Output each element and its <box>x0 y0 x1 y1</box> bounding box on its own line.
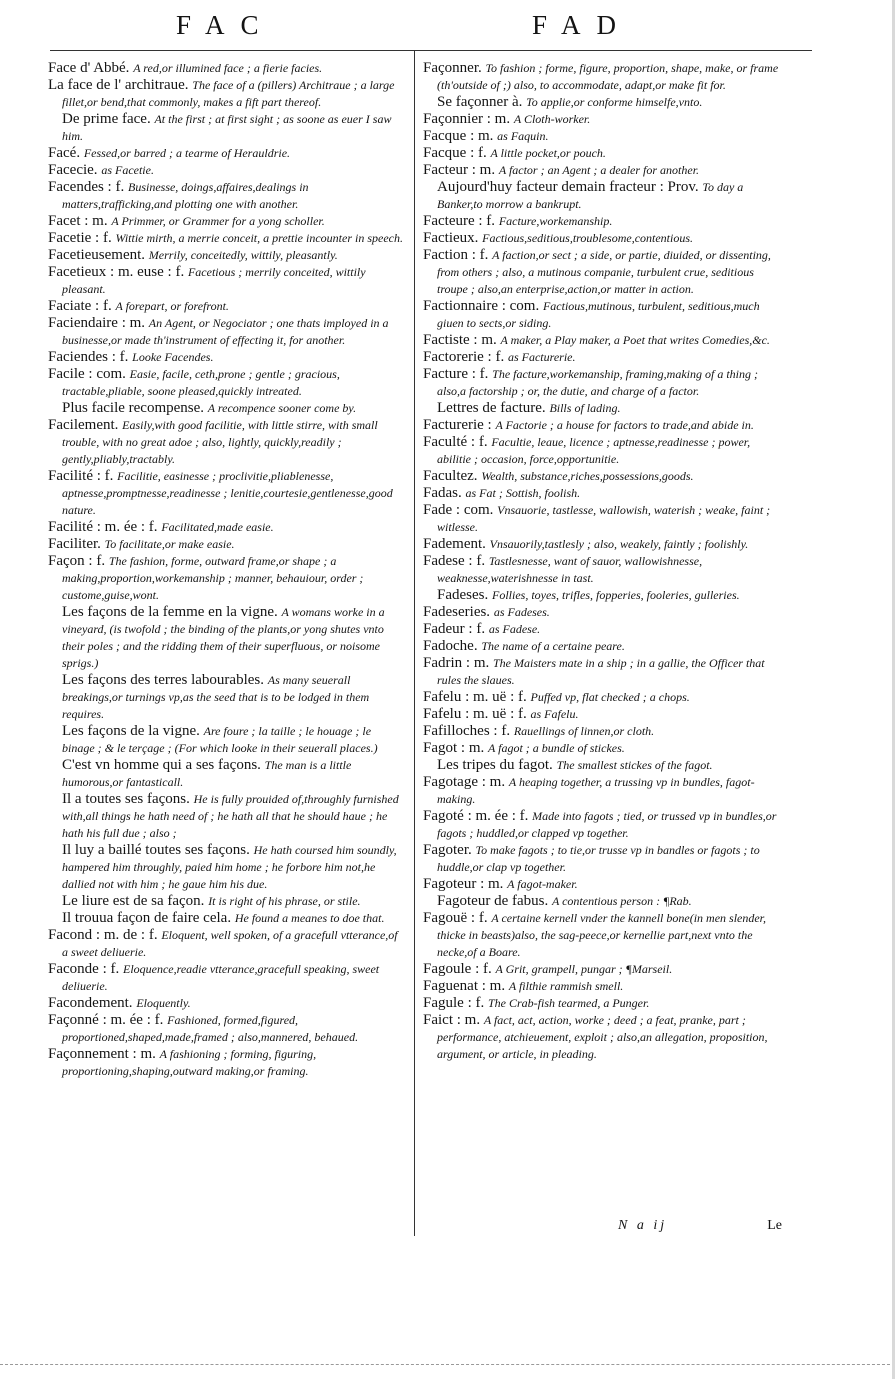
entry-gloss: As many seuerall breakings,or turnings vp,as the seed that is to be lodged in them requires. <box>62 673 370 721</box>
entry-gloss: as Fadese. <box>488 622 541 636</box>
entry-headword: Lettres de facture. <box>437 400 550 416</box>
entry-gloss: Fessed,or barred ; a tearme of Herauldrie. <box>83 146 291 160</box>
entry-headword: Les façons des terres labourables. <box>62 672 268 688</box>
entry-gloss: A contentious person : ¶Rab. <box>551 894 692 908</box>
entry-gloss: To facilitate,or make easie. <box>104 537 235 551</box>
catchword: Le <box>767 1218 782 1233</box>
dictionary-entry <box>423 366 784 400</box>
entry-gloss: Vnsauorie, tastlesse, wallowish, waterish ; weake, faint ; witlesse. <box>437 503 771 534</box>
dictionary-entry <box>423 145 784 162</box>
dictionary-entry <box>48 791 406 842</box>
dictionary-entry <box>48 927 406 961</box>
entry-headword: Facendes : f. <box>48 179 128 195</box>
entry-gloss: as Fadeses. <box>493 605 550 619</box>
dictionary-entry <box>423 247 784 298</box>
running-head-right: FAD <box>532 10 633 40</box>
entry-gloss: To fashion ; forme, figure, proportion, shape, make, or frame (th'outside of ;) also, to accommodate, adapt,or make fit for. <box>437 61 779 92</box>
dictionary-entry <box>48 400 406 417</box>
entry-gloss: Made into fagots ; tied, or trussed vp in bundles,or fagots ; huddled,or clapped vp together. <box>437 809 777 840</box>
entry-headword: Facilement. <box>48 417 123 433</box>
entry-gloss: To applie,or conforme himselfe,vnto. <box>526 95 703 109</box>
dictionary-entry <box>423 485 784 502</box>
dictionary-entry <box>423 774 784 808</box>
page-footer <box>423 1218 784 1238</box>
entry-headword: Fagot : m. <box>423 740 489 756</box>
dictionary-entry <box>423 706 784 723</box>
entry-gloss: Merrily, conceitedly, wittily, pleasantly. <box>148 248 338 262</box>
entry-headword: Face d' Abbé. <box>48 60 134 76</box>
entry-headword: Le liure est de sa façon. <box>62 893 209 909</box>
entry-gloss: Businesse, doings,affaires,dealings in matters,trafficking,and plotting one with another. <box>62 180 309 211</box>
entry-headword: Faction : f. <box>423 247 493 263</box>
running-head-left: FAC <box>176 10 275 40</box>
entry-headword: Facile : com. <box>48 366 130 382</box>
dictionary-entry <box>48 910 406 927</box>
entry-gloss: Facilitated,made easie. <box>161 520 274 534</box>
entry-gloss: as Fafelu. <box>530 707 579 721</box>
dictionary-entry <box>423 961 784 978</box>
dictionary-entry <box>423 434 784 468</box>
entry-headword: Facture : f. <box>423 366 493 382</box>
entry-headword: Facecie. <box>48 162 102 178</box>
entry-headword: Fagule : f. <box>423 995 488 1011</box>
entry-gloss: Eloquence,readie vtterance,gracefull speaking, sweet deliuerie. <box>62 962 380 993</box>
entry-gloss: A Grit, grampell, pungar ; ¶Marseil. <box>495 962 673 976</box>
entry-gloss: An Agent, or Negociator ; one thats imployed in a businesse,or made th'instrument of effecting it, for another. <box>62 316 389 347</box>
entry-gloss: A little pocket,or pouch. <box>490 146 606 160</box>
entry-gloss: A fashioning ; forming, figuring, proportioning,shaping,outward making,or framing. <box>62 1047 317 1078</box>
entry-gloss: To make fagots ; to tie,or trusse vp in bandles or fagots ; to huddle,or clap vp together. <box>437 843 760 874</box>
entry-headword: Fadement. <box>423 536 490 552</box>
entry-gloss: Factious,mutinous, turbulent, seditious,much giuen to sects,or siding. <box>437 299 760 330</box>
entry-headword: Faciate : f. <box>48 298 116 314</box>
entry-headword: Faciliter. <box>48 536 105 552</box>
dictionary-entry <box>423 842 784 876</box>
dictionary-entry <box>423 587 784 604</box>
entry-headword: De prime face. <box>62 111 155 127</box>
dictionary-entry <box>48 995 406 1012</box>
dictionary-entry <box>423 876 784 893</box>
dictionary-entry <box>423 230 784 247</box>
dictionary-entry <box>48 60 406 77</box>
scan-edge-line <box>0 1364 895 1365</box>
entry-gloss: Rauellings of linnen,or cloth. <box>513 724 655 738</box>
dictionary-entry <box>423 621 784 638</box>
entry-headword: Facque : m. <box>423 128 498 144</box>
dictionary-entry <box>423 502 784 536</box>
entry-gloss: Are foure ; la taille ; le houage ; le binage ; & le terçage ; (For which looke in their seuerall places.) <box>62 724 378 755</box>
entry-gloss: Fashioned, formed,figured, proportioned,shaped,made,framed ; also,mannered, behaued. <box>62 1013 359 1044</box>
dictionary-entry <box>48 315 406 349</box>
entry-gloss: as Facturerie. <box>507 350 576 364</box>
entry-headword: Factionnaire : com. <box>423 298 543 314</box>
entry-headword: Fagotage : m. <box>423 774 509 790</box>
entry-gloss: Wittie mirth, a merrie conceit, a prettie incounter in speech. <box>115 231 403 245</box>
entry-headword: Faict : m. <box>423 1012 484 1028</box>
dictionary-entry <box>48 349 406 366</box>
entry-headword: Fagouë : f. <box>423 910 492 926</box>
entry-headword: Facetieux : m. euse : f. <box>48 264 188 280</box>
entry-headword: Plus facile recompense. <box>62 400 208 416</box>
entry-headword: Aujourd'huy facteur demain fracteur : Prov. <box>437 179 703 195</box>
entry-gloss: The Crab-fish tearmed, a Punger. <box>488 996 650 1010</box>
dictionary-entry <box>423 638 784 655</box>
entry-gloss: A forepart, or forefront. <box>115 299 229 313</box>
entry-headword: Fafelu : m. uë : f. <box>423 689 531 705</box>
dictionary-entry <box>48 111 406 145</box>
entry-gloss: Easie, facile, ceth,prone ; gentle ; gracious, tractable,pliable, soone pleased,quickly intreated. <box>62 367 340 398</box>
entry-headword: Fagoteur : m. <box>423 876 508 892</box>
entry-headword: Façonné : m. ée : f. <box>48 1012 168 1028</box>
dictionary-entry <box>48 519 406 536</box>
dictionary-entry <box>48 757 406 791</box>
entry-gloss: The Maisters mate in a ship ; in a gallie, the Officer that rules the slaues. <box>437 656 765 687</box>
left-column <box>48 60 406 1080</box>
dictionary-entry <box>48 145 406 162</box>
dictionary-entry <box>48 77 406 111</box>
dictionary-entry <box>423 332 784 349</box>
dictionary-entry <box>423 757 784 774</box>
entry-gloss: Eloquent, well spoken, of a gracefull vtterance,of a sweet deliuerie. <box>62 928 398 959</box>
entry-headword: Fafilloches : f. <box>423 723 514 739</box>
entry-headword: Les tripes du fagot. <box>437 757 557 773</box>
entry-headword: Factiste : m. <box>423 332 501 348</box>
dictionary-entry <box>48 298 406 315</box>
entry-gloss: A Cloth-worker. <box>513 112 591 126</box>
dictionary-entry <box>48 723 406 757</box>
entry-gloss: A Factorie ; a house for factors to trade,and abide in. <box>495 418 754 432</box>
dictionary-entry <box>423 400 784 417</box>
entry-gloss: The facture,workemanship, framing,making of a thing ; also,a factorship ; or, the dutie, and charge of a factor. <box>437 367 759 398</box>
entry-gloss: A fagot-maker. <box>507 877 578 891</box>
dictionary-entry <box>48 553 406 604</box>
dictionary-entry <box>423 111 784 128</box>
dictionary-entry <box>423 808 784 842</box>
entry-gloss: It is right of his phrase, or stile. <box>208 894 361 908</box>
dictionary-entry <box>423 213 784 230</box>
entry-headword: Facultez. <box>423 468 482 484</box>
entry-headword: Factorerie : f. <box>423 349 508 365</box>
dictionary-entry <box>423 689 784 706</box>
entry-gloss: Facetious ; merrily conceited, wittily pleasant. <box>62 265 366 296</box>
entry-headword: Façon : f. <box>48 553 109 569</box>
dictionary-entry <box>423 553 784 587</box>
entry-gloss: Wealth, substance,riches,possessions,goods. <box>481 469 694 483</box>
signature-mark: N a ij <box>618 1218 668 1233</box>
entry-gloss: Puffed vp, flat checked ; a chops. <box>530 690 690 704</box>
dictionary-entry <box>423 604 784 621</box>
entry-headword: Factieux. <box>423 230 483 246</box>
entry-headword: Facteure : f. <box>423 213 499 229</box>
entry-headword: La face de l' architraue. <box>48 77 193 93</box>
dictionary-entry <box>48 468 406 519</box>
dictionary-entry <box>423 60 784 94</box>
entry-headword: Les façons de la femme en la vigne. <box>62 604 282 620</box>
entry-headword: Façonnement : m. <box>48 1046 160 1062</box>
entry-headword: Facondement. <box>48 995 137 1011</box>
dictionary-entry <box>48 366 406 400</box>
entry-headword: Façonner. <box>423 60 486 76</box>
entry-headword: Fade : com. <box>423 502 498 518</box>
entry-headword: Fagoté : m. ée : f. <box>423 808 533 824</box>
dictionary-entry <box>48 264 406 298</box>
dictionary-entry <box>423 94 784 111</box>
entry-gloss: A womans worke in a vineyard, (is twofold ; the binding of the plants,or yong shutes vnto their poles ; and the ridding them of their superfluous, or noisome sprigs.) <box>62 605 385 670</box>
entry-headword: Il a toutes ses façons. <box>62 791 194 807</box>
entry-headword: Fadeur : f. <box>423 621 489 637</box>
entry-gloss: Looke Facendes. <box>132 350 214 364</box>
entry-gloss: A certaine kernell vnder the kannell bone(in men slender, thicke in beasts)also, the sag-peece,or kernellie part,next vnto the necke,of a Boare. <box>437 911 767 959</box>
entry-headword: Fadeseries. <box>423 604 494 620</box>
entry-gloss: as Facetie. <box>101 163 154 177</box>
dictionary-entry <box>423 910 784 961</box>
dictionary-entry <box>48 162 406 179</box>
entry-gloss: The fashion, forme, outward frame,or shape ; a making,proportion,workemanship ; manner, behauiour, order ; custome,guise,wont. <box>62 554 364 602</box>
entry-gloss: A maker, a Play maker, a Poet that writes Comedies,&c. <box>500 333 770 347</box>
dictionary-entry <box>423 128 784 145</box>
entry-gloss: He hath coursed him soundly, hampered him throughly, paied him home ; he forbore him not,he dallied not with him ; he gaue him his due. <box>62 843 397 891</box>
column-divider <box>414 50 415 1236</box>
dictionary-entry <box>423 978 784 995</box>
dictionary-entry <box>48 417 406 468</box>
header-rule <box>50 50 812 51</box>
dictionary-entry <box>48 893 406 910</box>
entry-gloss: The face of a (pillers) Architraue ; a large fillet,or bend,that commonly, makes a fift part thereof. <box>62 78 395 109</box>
entry-gloss: A red,or illumined face ; a fierie facies. <box>133 61 323 75</box>
dictionary-entry <box>48 230 406 247</box>
entry-gloss: A fact, act, action, worke ; deed ; a feat, pranke, part ; performance, atchieuement, exploit ; also,an allegation, proposition, argument, or article, in pleading. <box>437 1013 768 1061</box>
entry-headword: Il luy a baillé toutes ses façons. <box>62 842 254 858</box>
dictionary-entry <box>423 298 784 332</box>
entry-gloss: A Primmer, or Grammer for a yong scholler. <box>111 214 325 228</box>
dictionary-entry <box>423 893 784 910</box>
entry-headword: Faciendes : f. <box>48 349 133 365</box>
entry-gloss: He found a meanes to doe that. <box>234 911 385 925</box>
dictionary-entry <box>423 468 784 485</box>
entry-headword: Fadeses. <box>437 587 492 603</box>
entry-headword: Facé. <box>48 145 84 161</box>
entry-gloss: The name of a certaine peare. <box>481 639 625 653</box>
entry-gloss: A fagot ; a bundle of stickes. <box>488 741 625 755</box>
entry-headword: Faconde : f. <box>48 961 123 977</box>
dictionary-entry <box>423 723 784 740</box>
entry-headword: C'est vn homme qui a ses façons. <box>62 757 265 773</box>
dictionary-entry <box>48 604 406 672</box>
entry-headword: Fafelu : m. uë : f. <box>423 706 531 722</box>
dictionary-entry <box>48 247 406 264</box>
entry-headword: Il trouua façon de faire cela. <box>62 910 235 926</box>
dictionary-entry <box>423 1012 784 1063</box>
dictionary-entry <box>423 536 784 553</box>
right-column <box>423 60 784 1063</box>
dictionary-entry <box>48 842 406 893</box>
dictionary-entry <box>423 995 784 1012</box>
dictionary-entry <box>423 179 784 213</box>
entry-gloss: Factious,seditious,troublesome,contentious. <box>482 231 694 245</box>
entry-headword: Fadoche. <box>423 638 482 654</box>
dictionary-entry <box>48 1046 406 1080</box>
entry-headword: Faculté : f. <box>423 434 492 450</box>
entry-headword: Fagoteur de fabus. <box>437 893 552 909</box>
entry-headword: Facond : m. de : f. <box>48 927 162 943</box>
entry-gloss: A factor ; an Agent ; a dealer for another. <box>498 163 700 177</box>
entry-headword: Facilité : f. <box>48 468 118 484</box>
entry-gloss: Eloquently. <box>136 996 191 1010</box>
entry-gloss: He is fully prouided of,throughly furnished with,all things he hath need of ; he hath all that he should haue ; he hath his full due ; also ; <box>62 792 399 840</box>
dictionary-entry <box>423 655 784 689</box>
dictionary-entry <box>48 672 406 723</box>
entry-gloss: At the first ; at first sight ; as soone as euer I saw him. <box>62 112 392 143</box>
entry-headword: Facetie : f. <box>48 230 116 246</box>
entry-headword: Fagoter. <box>423 842 476 858</box>
dictionary-entry <box>423 162 784 179</box>
entry-gloss: Facture,workemanship. <box>498 214 613 228</box>
dictionary-entry <box>48 961 406 995</box>
entry-gloss: Facultie, leaue, licence ; aptnesse,readinesse ; power, abilitie ; occasion, force,opportunitie. <box>437 435 751 466</box>
dictionary-entry <box>48 536 406 553</box>
dictionary-entry <box>48 1012 406 1046</box>
entry-gloss: A recompence sooner come by. <box>207 401 357 415</box>
entry-gloss: A heaping together, a trussing vp in bundles, fagot-making. <box>437 775 755 806</box>
entry-gloss: The man is a little humorous,or fantasticall. <box>62 758 352 789</box>
entry-gloss: Easily,with good facilitie, with little stirre, with small trouble, with no great adoe ; also, lightly, quickly,readily ; gently,pliably,tractably. <box>62 418 378 466</box>
entry-headword: Fadas. <box>423 485 466 501</box>
entry-gloss: The smallest stickes of the fagot. <box>556 758 713 772</box>
entry-headword: Fadrin : m. <box>423 655 493 671</box>
dictionary-entry <box>48 179 406 213</box>
entry-gloss: Vnsauorily,tastlesly ; also, weakely, faintly ; foolishly. <box>489 537 749 551</box>
entry-gloss: as Fat ; Sottish, foolish. <box>465 486 581 500</box>
entry-gloss: Tastlesnesse, want of sauor, wallowishnesse, weaknesse,waterishnesse in tast. <box>437 554 703 585</box>
entry-gloss: A faction,or sect ; a side, or partie, diuided, or dissenting, from others ; also, a mutinous companie, turbulent crue, seditious troupe ; also,an enterprise,action,or matter in action. <box>437 248 771 296</box>
entry-headword: Fadese : f. <box>423 553 489 569</box>
entry-headword: Facque : f. <box>423 145 491 161</box>
entry-headword: Fagoule : f. <box>423 961 496 977</box>
entry-headword: Faciendaire : m. <box>48 315 149 331</box>
entry-headword: Facteur : m. <box>423 162 499 178</box>
entry-gloss: Facilitie, easinesse ; proclivitie,pliablenesse, aptnesse,promptnesse,readinesse ; lenitie,courtesie,gentlenesse,good nature. <box>62 469 393 517</box>
dictionary-entry <box>423 349 784 366</box>
dictionary-entry <box>423 417 784 434</box>
entry-headword: Se façonner à. <box>437 94 527 110</box>
entry-headword: Les façons de la vigne. <box>62 723 204 739</box>
entry-headword: Façonnier : m. <box>423 111 514 127</box>
entry-headword: Facetieusement. <box>48 247 149 263</box>
entry-headword: Facilité : m. ée : f. <box>48 519 162 535</box>
dictionary-entry <box>48 213 406 230</box>
entry-headword: Facet : m. <box>48 213 112 229</box>
entry-headword: Facturerie : <box>423 417 496 433</box>
entry-gloss: Follies, toyes, trifles, fopperies, fooleries, gulleries. <box>492 588 740 602</box>
entry-gloss: as Faquin. <box>497 129 549 143</box>
entry-gloss: A filthie rammish smell. <box>508 979 624 993</box>
entry-gloss: Bills of lading. <box>549 401 621 415</box>
dictionary-entry <box>423 740 784 757</box>
entry-headword: Faguenat : m. <box>423 978 509 994</box>
entry-gloss: To day a Banker,to morrow a bankrupt. <box>437 180 744 211</box>
